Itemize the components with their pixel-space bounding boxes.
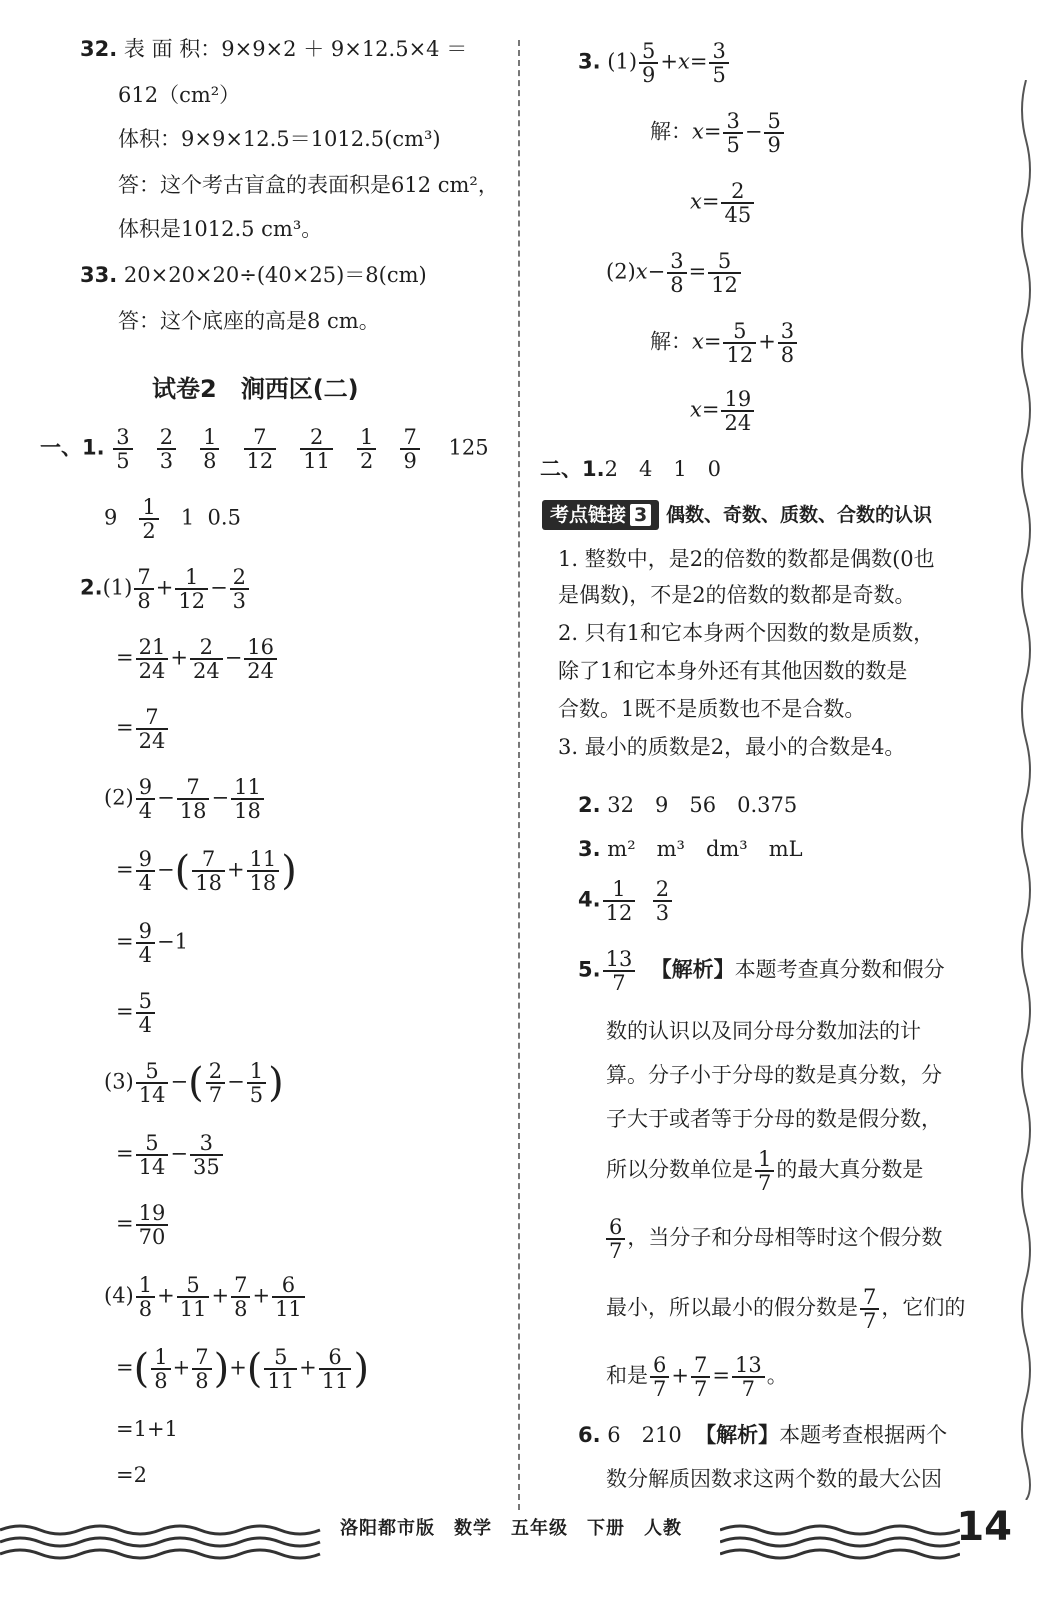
- a6-line1: 6. 6 210 【解析】本题考查根据两个: [578, 1423, 948, 1447]
- a2: 2. 32 9 56 0.375: [578, 793, 798, 817]
- q2-p1-line3: = $\frac{7}{24}$: [116, 706, 170, 752]
- kaodian-p1a: 1. 整数中，是2的倍数的数都是偶数(0也: [558, 547, 935, 571]
- s2-answers: 二、1.2 4 1 0: [540, 457, 722, 481]
- kaodian-tag: 考点链接 3: [542, 500, 659, 530]
- q33-line2: 答：这个底座的高是8 cm。: [118, 309, 380, 333]
- a5-line2: 数的认识以及同分母分数加法的计: [606, 1019, 921, 1043]
- section-title: 试卷2 涧西区(二): [152, 375, 359, 403]
- a5-line5: 所以分数单位是 $\frac{1}{7}$ 的最大真分数是: [606, 1147, 924, 1195]
- a5-line1: 5. $\frac{13}{7}$ 【解析】本题考查真分数和假分: [578, 947, 945, 995]
- kaodian-p2a: 2. 只有1和它本身两个因数的数是质数，: [558, 621, 935, 645]
- kaodian-p2c: 合数。1既不是质数也不是合数。: [558, 697, 866, 721]
- frac: $\frac{2}{11}$: [300, 426, 333, 472]
- q3-p2-line3: x= $\frac{19}{24}$: [690, 388, 756, 434]
- q33-line1: 33. 20×20×20÷(40×25)＝8(cm): [80, 263, 427, 287]
- q2-p4-line4: =2: [116, 1463, 147, 1487]
- frac: $\frac{1}{2}$: [357, 426, 376, 472]
- q2-p2-line4: = $\frac{5}{4}$: [116, 990, 157, 1036]
- q32-line4: 答：这个考古盲盒的表面积是612 cm²，: [118, 173, 499, 197]
- q2-p4-line3: =1+1: [116, 1417, 178, 1441]
- kaodian-p3: 3. 最小的质数是2，最小的合数是4。: [558, 735, 906, 759]
- frac: $\frac{1}{8}$: [200, 426, 219, 472]
- frac: $\frac{1}{2}$: [139, 496, 158, 542]
- column-divider: [518, 40, 520, 1510]
- q2-p1-line1: 2.(1) $\frac{7}{8}$ + $\frac{1}{12}$ − $\frac{2}{3}$: [80, 566, 251, 612]
- a3: 3. m² m³ dm³ mL: [578, 837, 803, 861]
- a5-line6: $\frac{6}{7}$ ，当分子和分母相等时这个假分数: [604, 1216, 942, 1262]
- q3-p1-line3: x= $\frac{2}{45}$: [690, 180, 756, 226]
- a5-line4: 子大于或者等于分母的数是假分数，: [606, 1107, 942, 1131]
- frac: $\frac{7}{12}$: [244, 426, 277, 472]
- footer-wave-decoration: [0, 1520, 340, 1560]
- q2-p3-line1: (3) $\frac{5}{14}$ −( $\frac{2}{7}$ − $\frac{1}{5}$ ): [104, 1059, 284, 1107]
- a5-line3: 算。分子小于分母的数是真分数，分: [606, 1063, 942, 1087]
- s1-answers-row1: 一、1. $\frac{3}{5}$ $\frac{2}{3}$ $\frac{1}{8}$ $\frac{7}{12}$ $\frac{2}{11}$ $\frac{1}{2}$ $\frac{7}{9}$ 125: [40, 425, 489, 473]
- footer-text: 洛阳都市版 数学 五年级 下册 人教: [340, 1518, 682, 1539]
- q32-line2: 612（cm²）: [118, 83, 241, 107]
- kaodian-p1b: 是偶数)，不是2的倍数的数都是奇数。: [558, 583, 916, 607]
- q2-p3-line2: = $\frac{5}{14}$ − $\frac{3}{35}$: [116, 1132, 225, 1178]
- a6-line2: 数分解质因数求这两个数的最大公因: [606, 1467, 942, 1491]
- page-number: 14: [956, 1504, 1012, 1550]
- q2-p2-line3: = $\frac{9}{4}$ −1: [116, 919, 188, 967]
- q3-p1-line2: 解：x= $\frac{3}{5}$ − $\frac{5}{9}$: [650, 110, 786, 156]
- frac: $\frac{3}{5}$: [113, 426, 132, 472]
- a5-line8: 和是 $\frac{6}{7}$ + $\frac{7}{7}$ = $\frac{13}{7}$ 。: [606, 1353, 788, 1401]
- q3-p1-line1: 3. (1) $\frac{5}{9}$ +x= $\frac{3}{5}$: [578, 40, 731, 86]
- q2-p4-line1: (4) $\frac{1}{8}$ + $\frac{5}{11}$ + $\frac{7}{8}$ + $\frac{6}{11}$: [104, 1274, 307, 1320]
- frac: $\frac{2}{3}$: [157, 426, 176, 472]
- q32-line5: 体积是1012.5 cm³。: [118, 217, 323, 241]
- q2-p4-line2: =( $\frac{1}{8}$ + $\frac{7}{8}$ )+( $\frac{5}{11}$ + $\frac{6}{11}$ ): [116, 1345, 370, 1393]
- footer-wave-decoration-right: [720, 1520, 960, 1560]
- q3-p2-line2: 解：x= $\frac{5}{12}$ + $\frac{3}{8}$: [650, 320, 799, 366]
- q2-p2-line2: = $\frac{9}{4}$ −( $\frac{7}{18}$ + $\frac{11}{18}$ ): [116, 847, 297, 895]
- q2-p3-line3: = $\frac{19}{70}$: [116, 1202, 170, 1248]
- q3-p2-line1: (2)x− $\frac{3}{8}$ = $\frac{5}{12}$: [606, 250, 743, 296]
- s1-answers-row2: 9 $\frac{1}{2}$ 1 0.5: [104, 495, 241, 543]
- a5-line7: 最小，所以最小的假分数是 $\frac{7}{7}$ ，它们的: [606, 1285, 966, 1333]
- page-edge-wave: [1016, 80, 1036, 1500]
- a4: 4. $\frac{1}{12}$ $\frac{2}{3}$: [578, 878, 674, 924]
- q32-line3: 体积：9×9×12.5＝1012.5(cm³): [118, 127, 441, 151]
- frac: $\frac{7}{9}$: [400, 426, 419, 472]
- kaodian-header: 考点链接 3 偶数、奇数、质数、合数的认识: [542, 500, 932, 530]
- q2-p2-line1: (2) $\frac{9}{4}$ − $\frac{7}{18}$ − $\frac{11}{18}$: [104, 776, 266, 822]
- kaodian-p2b: 除了1和它本身外还有其他因数的数是: [558, 659, 908, 683]
- q32-line1: 32. 表 面 积：9×9×2 ＋ 9×12.5×4 ＝: [80, 37, 468, 61]
- q2-p1-line2: = $\frac{21}{24}$ + $\frac{2}{24}$ − $\frac{16}{24}$: [116, 636, 279, 682]
